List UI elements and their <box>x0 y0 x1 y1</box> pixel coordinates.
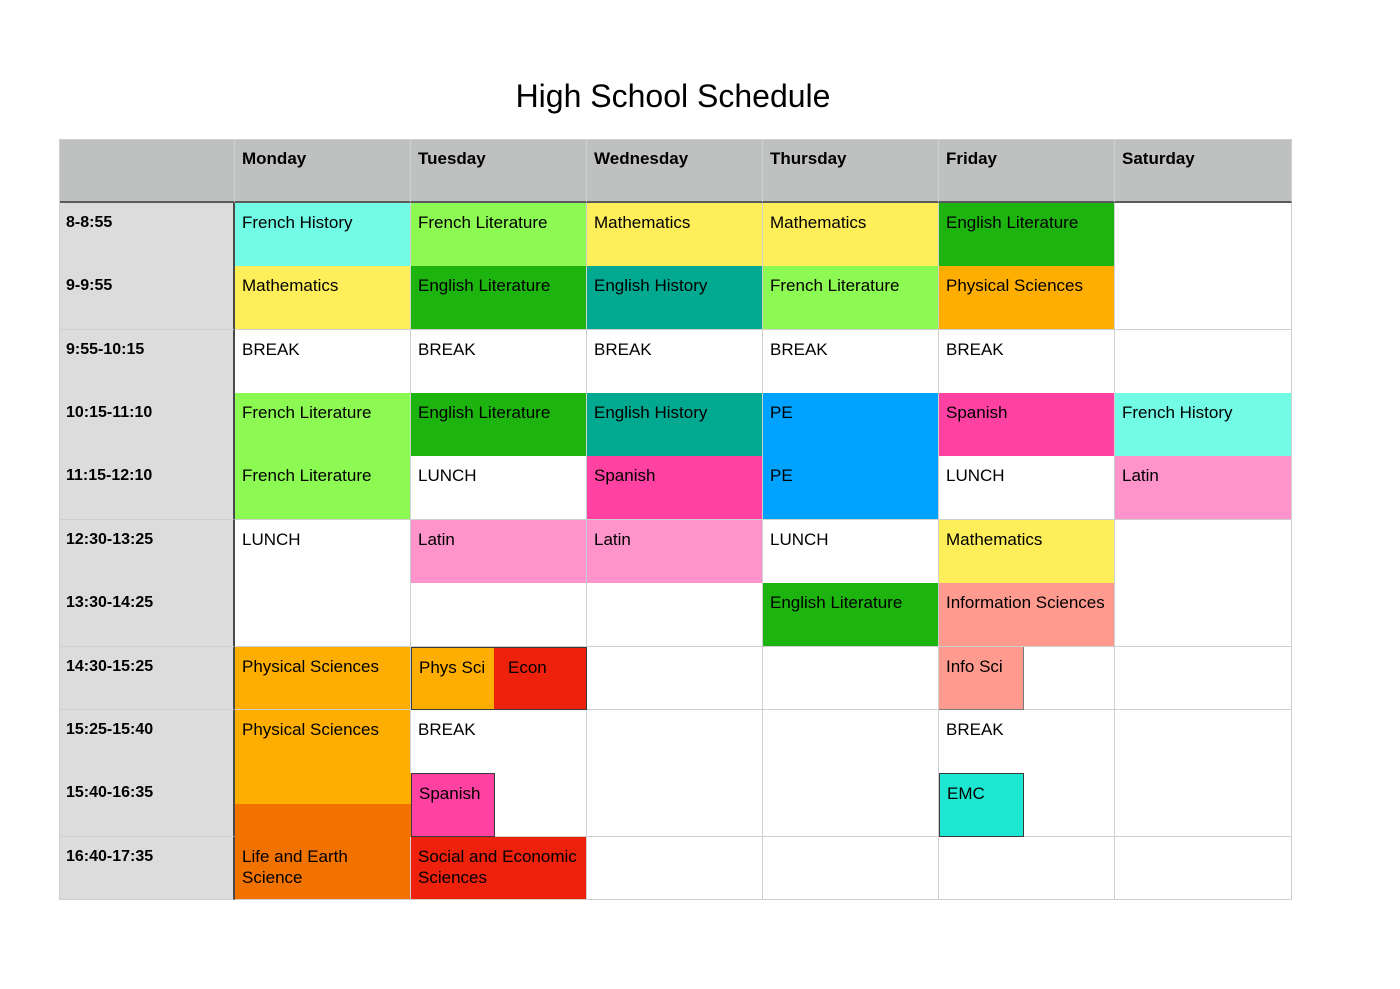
schedule-cell <box>1115 203 1292 267</box>
physical-sciences-overflow-block <box>235 773 411 804</box>
schedule-cell <box>1115 520 1292 584</box>
schedule-cell <box>763 773 939 837</box>
schedule-cell: Latin <box>1115 456 1292 520</box>
schedule-cell: Latin <box>411 520 587 584</box>
schedule-cell: Life and Earth Science <box>235 837 411 901</box>
schedule-cell: English Literature <box>763 583 939 647</box>
schedule-cell <box>1115 710 1292 774</box>
schedule-cell: BREAK <box>411 710 587 774</box>
schedule-cell <box>587 837 763 901</box>
day-header-wednesday: Wednesday <box>587 139 763 203</box>
time-slot: 14:30-15:25 <box>59 647 235 711</box>
schedule-cell: French Literature <box>235 393 411 457</box>
schedule-cell: LUNCH <box>235 520 411 584</box>
schedule-cell <box>1115 773 1292 837</box>
schedule-cell: Physical Sciences <box>235 710 411 774</box>
schedule-cell <box>411 583 587 647</box>
schedule-cell <box>1115 330 1292 394</box>
schedule-cell: Latin <box>587 520 763 584</box>
schedule-subcell-info-sci: Info Sci <box>939 647 1024 710</box>
time-slot: 8-8:55 <box>59 203 235 267</box>
schedule-cell: BREAK <box>939 710 1115 774</box>
schedule-cell: English History <box>587 266 763 330</box>
schedule-cell: Social and Economic Sciences <box>411 837 587 901</box>
schedule-cell <box>1115 837 1292 901</box>
time-slot: 13:30-14:25 <box>59 583 235 647</box>
schedule-subcell-emc: EMC <box>939 773 1024 836</box>
header-corner <box>59 139 235 203</box>
schedule-cell <box>587 710 763 774</box>
life-earth-science-block <box>235 804 411 836</box>
schedule-cell <box>587 583 763 647</box>
schedule-cell <box>587 647 763 711</box>
page-title: High School Schedule <box>515 78 831 114</box>
day-header-thursday: Thursday <box>763 139 939 203</box>
schedule-cell: BREAK <box>587 330 763 394</box>
time-slot: 9-9:55 <box>59 266 235 330</box>
schedule-cell: Spanish <box>587 456 763 520</box>
schedule-cell: French Literature <box>411 203 587 267</box>
schedule-cell <box>939 837 1115 901</box>
schedule-cell: French History <box>1115 393 1292 457</box>
schedule-cell: Mathematics <box>939 520 1115 584</box>
day-header-friday: Friday <box>939 139 1115 203</box>
schedule-cell <box>1115 647 1292 711</box>
schedule-table <box>59 139 1292 900</box>
time-slot: 9:55-10:15 <box>59 330 235 394</box>
schedule-cell <box>763 710 939 774</box>
schedule-cell: English Literature <box>411 393 587 457</box>
schedule-cell <box>235 583 411 647</box>
schedule-cell: Spanish <box>939 393 1115 457</box>
schedule-cell: BREAK <box>411 330 587 394</box>
schedule-cell: French Literature <box>763 266 939 330</box>
time-slot: 11:15-12:10 <box>59 456 235 520</box>
schedule-cell: French Literature <box>235 456 411 520</box>
schedule-subcell-spanish: Spanish <box>411 773 495 836</box>
day-header-monday: Monday <box>235 139 411 203</box>
schedule-cell: LUNCH <box>763 520 939 584</box>
schedule-cell <box>763 837 939 901</box>
schedule-cell: Physical Sciences <box>939 266 1115 330</box>
schedule-cell: LUNCH <box>939 456 1115 520</box>
schedule-cell: English Literature <box>411 266 587 330</box>
schedule-cell: BREAK <box>763 330 939 394</box>
time-slot: 16:40-17:35 <box>59 837 235 901</box>
time-slot: 10:15-11:10 <box>59 393 235 457</box>
schedule-cell: PE <box>763 393 939 457</box>
day-header-tuesday: Tuesday <box>411 139 587 203</box>
schedule-cell: PE <box>763 456 939 520</box>
schedule-cell: French History <box>235 203 411 267</box>
schedule-cell <box>587 773 763 837</box>
schedule-cell <box>1115 266 1292 330</box>
schedule-cell <box>1115 583 1292 647</box>
schedule-subcell-econ: Econ <box>494 647 587 710</box>
schedule-cell: Mathematics <box>763 203 939 267</box>
schedule-cell <box>763 647 939 711</box>
schedule-cell: BREAK <box>235 330 411 394</box>
schedule-cell: LUNCH <box>411 456 587 520</box>
day-header-saturday: Saturday <box>1115 139 1292 203</box>
schedule-cell: English History <box>587 393 763 457</box>
time-slot: 15:40-16:35 <box>59 773 235 837</box>
schedule-cell: Mathematics <box>587 203 763 267</box>
schedule-subcell-phys-sci: Phys Sci <box>411 647 495 710</box>
schedule-cell: Information Sciences <box>939 583 1115 647</box>
schedule-cell: Physical Sciences <box>235 647 411 711</box>
time-slot: 15:25-15:40 <box>59 710 235 774</box>
schedule-cell: Mathematics <box>235 266 411 330</box>
schedule-cell: BREAK <box>939 330 1115 394</box>
schedule-cell: English Literature <box>939 203 1115 267</box>
time-slot: 12:30-13:25 <box>59 520 235 584</box>
